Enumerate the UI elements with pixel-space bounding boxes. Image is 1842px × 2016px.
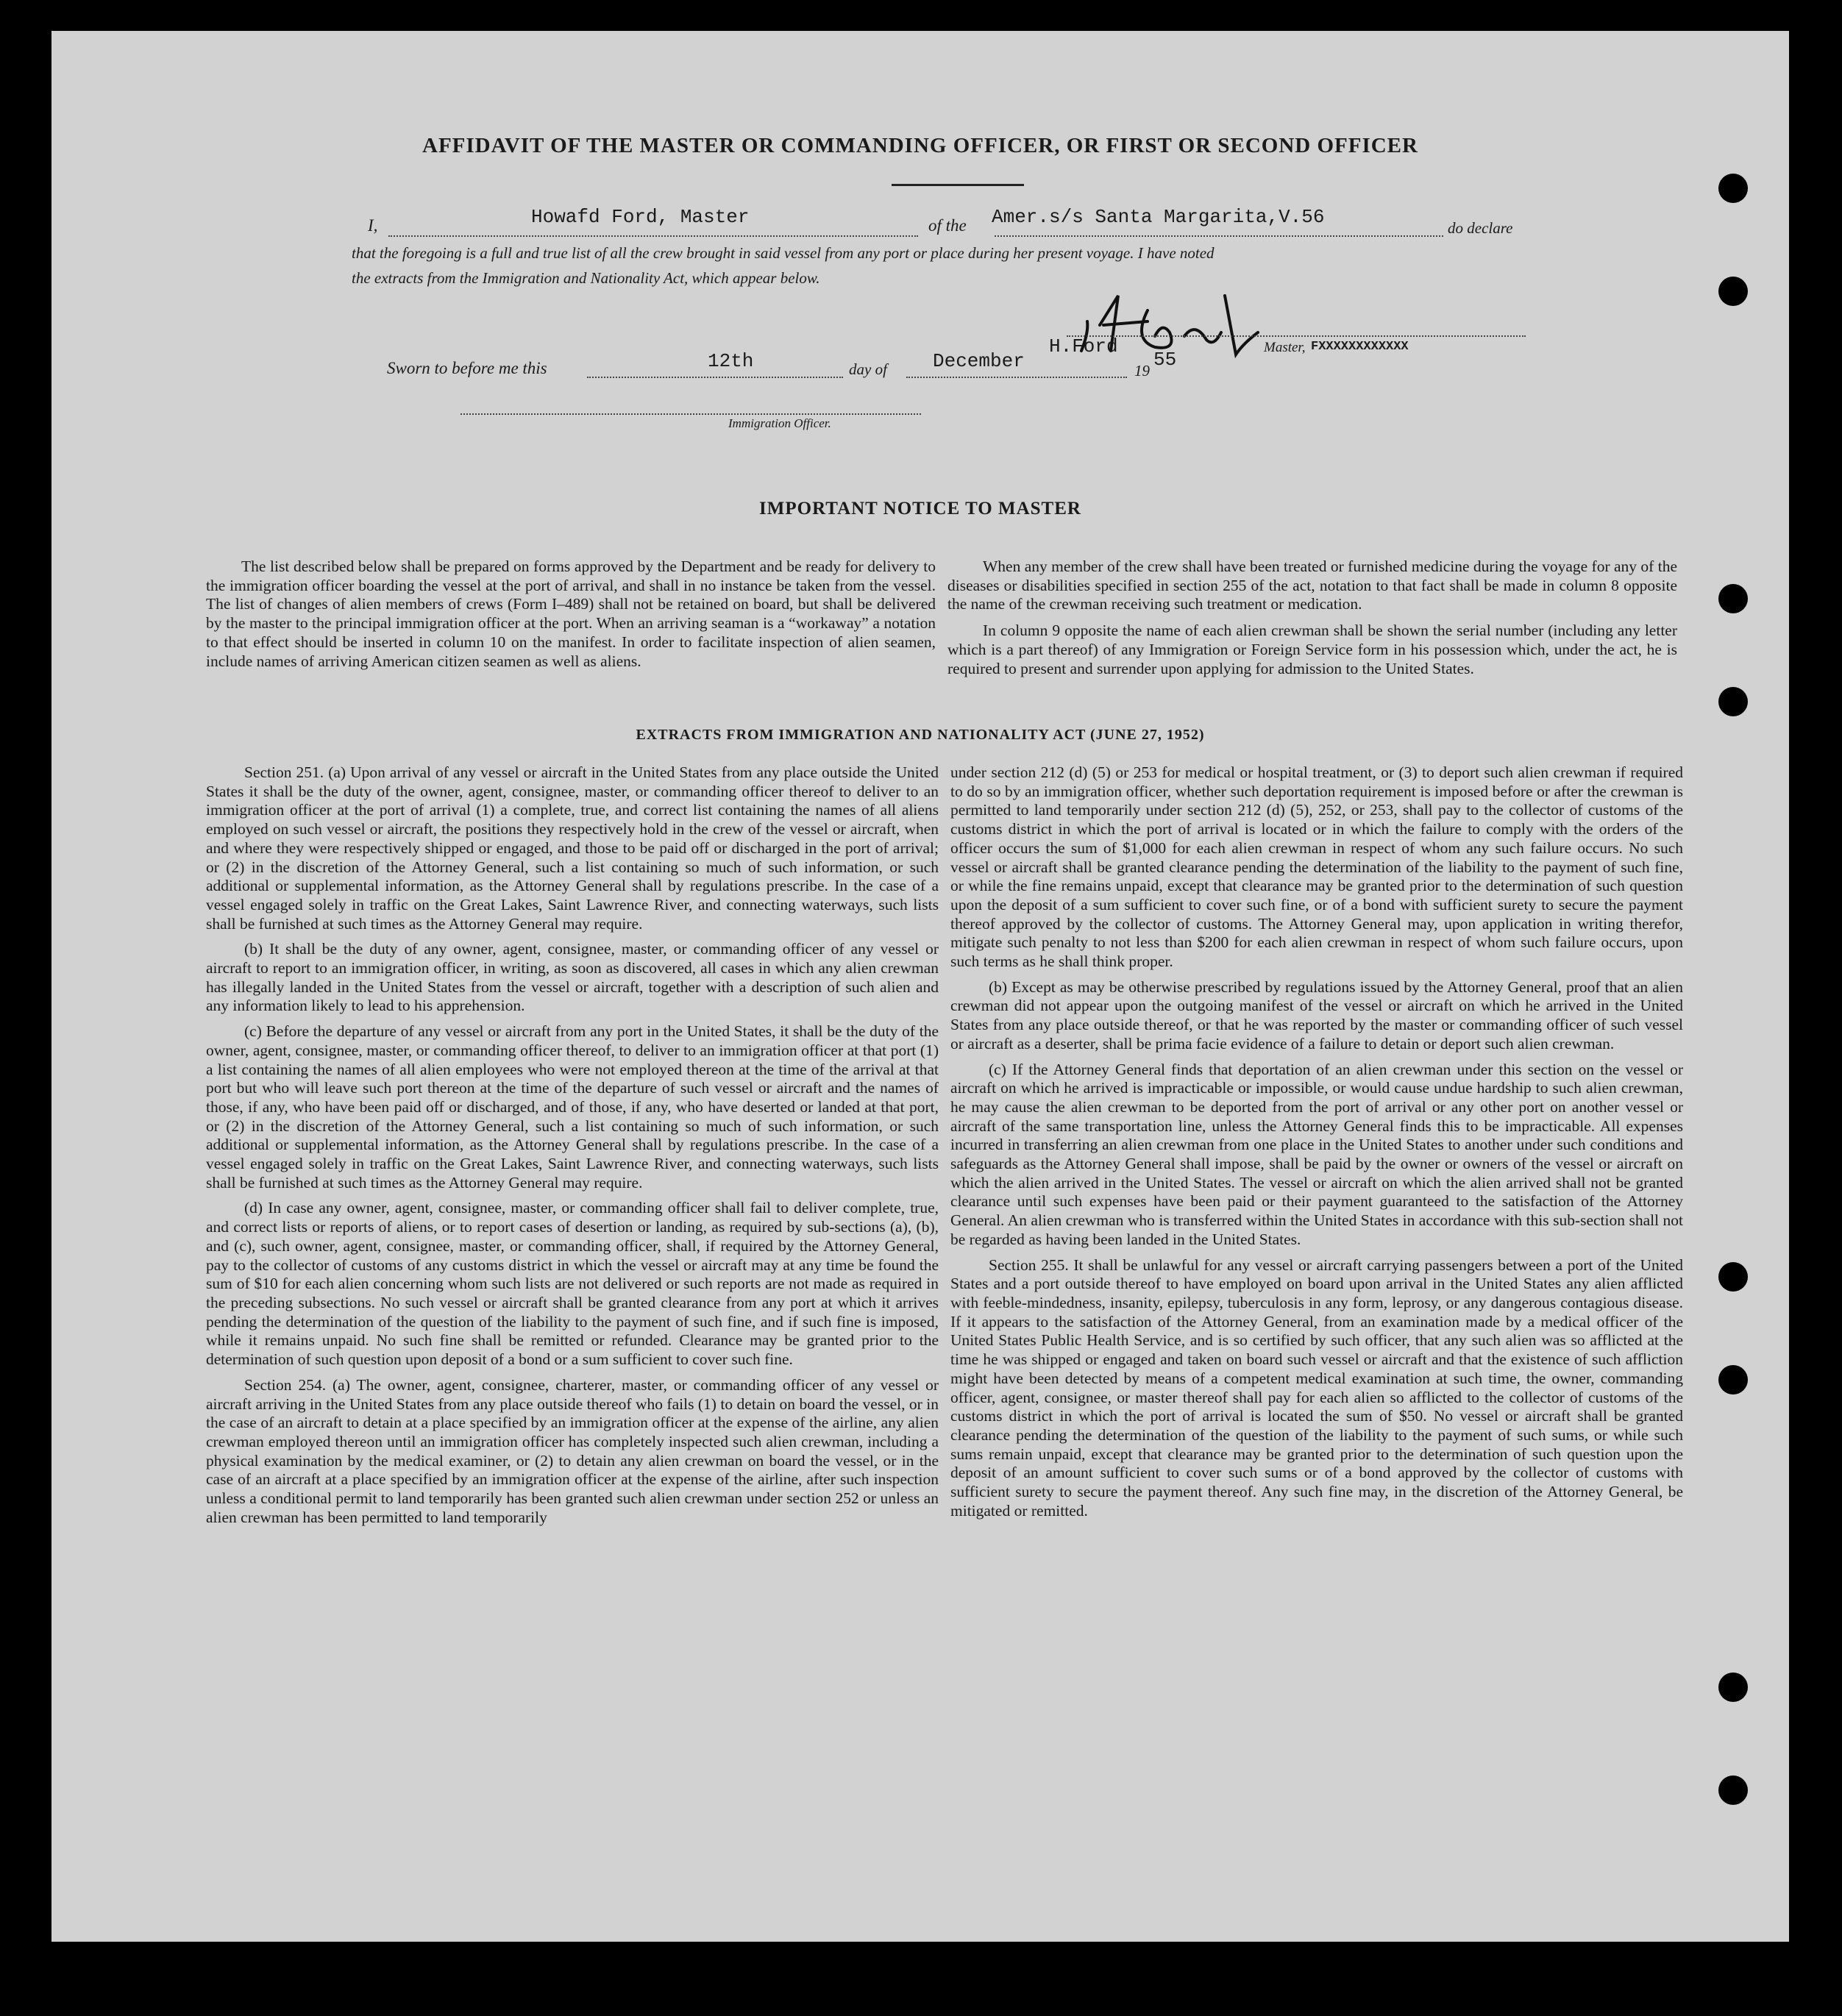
i-label: I, [368,216,378,235]
typed-signature: H.Ford [1049,335,1118,357]
punch-hole [1718,277,1748,306]
vessel-name: Amer.s/s Santa Margarita,V.56 [992,206,1325,228]
sworn-year: 55 [1153,349,1177,371]
struck-title: FXXXXXXXXXXXX [1311,340,1409,354]
sworn-day: 12th [708,350,754,372]
sworn-label: Sworn to before me this [387,359,547,377]
notice-right-column [947,558,1677,685]
section-251-b: (b) It shall be the duty of any owner, agent, consignee, master, or commanding officer of any vessel or aircraft to report to an immigration officer, in writing, as soon as discovered, all cases in which any alien crewman has illegally landed in the United States from the vessel or aircraft, together with a description of such alien and any information likely to lead to his apprehension. [206,940,939,1015]
section-251-d: (d) In case any owner, agent, consignee, master, or commanding officer shall fail to deliver complete, true, and correct lists or reports of aliens, or to report cases of desertion or landing, as required by sub-sections (a), (b), and (c), such owner, agent, consignee, master, or commanding officer, shall, if required by the Attorney General, pay to the collector of customs of any customs district in which the vessel or aircraft may at any time be found the sum of $10 for each alien concerning whom such lists are not delivered or such reports are not made as required in the preceding subsections. No such vessel or aircraft shall be granted clearance from any port at which it arrives pending the determination of the question of the liability to the payment of such fine, and if such fine is imposed, while it remains unpaid. No such fine shall be remitted or refunded. Clearance may be granted prior to the determination of such question upon deposit of a bond or a sum sufficient to cover such fine. [206,1199,939,1369]
officer-signature-line [460,413,921,415]
extracts-left-column [206,763,939,1534]
punch-hole [1718,1775,1748,1805]
master-label: Master, [1264,340,1306,355]
punch-hole [1718,1673,1748,1702]
declare-label: do declare [1448,219,1513,237]
vessel-line [995,235,1443,237]
year-prefix: 19 [1134,362,1150,380]
sworn-month: December [933,350,1025,372]
section-251-a: Section 251. (a) Upon arrival of any vessel or aircraft in the United States from any place outside the United States it shall be the duty of the owner, agent, consignee, master, or commanding officer thereof to deliver to an immigration officer at the port of arrival (1) a complete, true, and correct list containing the names of all aliens employed on such vessel or aircraft, the positions they respectively hold in the crew of the vessel or aircraft, when and where they were respectively shipped or engaged, and those to be paid off or discharged in the port of arrival; or (2) in the discretion of the Attorney General, such a list containing so much of such information, or such additional or supplemental information, as the Attorney General shall by regulations prescribe. In the case of a vessel engaged solely in traffic on the Great Lakes, Saint Lawrence River, and connecting waterways, such lists shall be furnished at such times as the Attorney General may require. [206,763,939,933]
section-254-c: (c) If the Attorney General finds that deportation of an alien crewman under this section on the vessel or aircraft on which he arrived is impracticable or impossible, or would cause undue hardship to such alien crewman, he may cause the alien crewman to be deported from the port of arrival or any other port on another vessel or aircraft of the same transportation line, unless the Attorney General finds this to be impracticable. All expenses incurred in transferring an alien crewman from one place in the United States to another under such conditions and safeguards as the Attorney General shall impose, shall be paid by the owner or owners of the vessel or aircraft on which the alien arrived in the United States. The vessel or aircraft on which the alien arrived shall not be granted clearance until such expenses have been paid or their payment guaranteed to the satisfaction of the Attorney General. An alien crewman who is transferred within the United States in accordance with this sub-section shall not be regarded as having been landed in the United States. [950,1060,1683,1248]
affidavit-title: AFFIDAVIT OF THE MASTER OR COMMANDING OFFICER, OR FIRST OR SECOND OFFICER [422,134,1418,157]
of-the-label: of the [928,216,967,235]
name-line [388,235,918,237]
notice-right-paragraph-2: In column 9 opposite the name of each alien crewman shall be shown the serial number (including any letter which is a part thereof) of any Immigration or Foreign Service form in his possession which, under the act, he is required to present and surrender upon applying for admission to the United States. [947,621,1677,677]
declaration-line-1: that the foregoing is a full and true list of all the crew brought in said vessel from any port or place during her present voyage. I have noted [352,244,1215,262]
month-line [906,377,1127,378]
day-line [587,377,843,378]
document-page [51,31,1789,1942]
notice-left-paragraph: The list described below shall be prepared on forms approved by the Department and be ready for delivery to the immigration officer boarding the vessel at the port of arrival, and shall in no instance be taken from the vessel. The list of changes of alien members of crews (Form I–489) shall not be retained on board, but shall be delivered by the master to the principal immigration officer at the port. When an arriving seaman is a “workaway” a notation to that effect should be inserted in column 10 on the manifest. In order to facilitate inspection of alien seamen, include names of arriving American citizen seamen as well as aliens. [206,558,936,670]
punch-hole [1718,174,1748,203]
punch-hole [1718,1262,1748,1292]
section-254-b: (b) Except as may be otherwise prescribed by regulations issued by the Attorney General, proof that an alien crewman did not appear upon the outgoing manifest of the vessel or aircraft on which he arrived in the United States from any place outside thereof, or that he was reported by the master or commanding officer of such vessel or aircraft as a deserter, shall be prima facie evidence of a failure to detain or deport such alien crewman. [950,977,1683,1052]
section-251-c: (c) Before the departure of any vessel or aircraft from any port in the United States, it shall be the duty of the owner, agent, consignee, master, or commanding officer thereof, to deliver to an immigration officer at that port (1) a list containing the names of all alien employees who were not employed thereon at the time of the arrival at that port but who will leave such port thereon at the time of the departure of such vessel or aircraft and the names of those, if any, who have been paid off or discharged, and of those, if any, who have deserted or landed at that port, or (2) in the discretion of the Attorney General, such a list containing so much of such information, or such additional or supplemental information, as the Attorney General shall by regulations prescribe. In the case of a vessel engaged solely in traffic on the Great Lakes, Saint Lawrence River, and connecting waterways, such lists shall be furnished at such times as the Attorney General may require. [206,1022,939,1192]
extracts-right-column [950,763,1683,1527]
declaration-line-2: the extracts from the Immigration and Nationality Act, which appear below. [352,269,820,287]
punch-hole [1718,687,1748,716]
punch-hole [1718,1365,1748,1395]
notice-right-paragraph-1: When any member of the crew shall have been treated or furnished medicine during the voyage for any of the diseases or disabilities specified in section 255 of the act, notation to that fact shall be made in column 8 opposite the name of the crewman receiving such treatment or medication. [947,558,1677,613]
day-of-label: day of [849,360,887,378]
section-254-a: Section 254. (a) The owner, agent, consignee, charterer, master, or commanding officer of any vessel or aircraft arriving in the United States from any place outside thereof who fails (1) to detain on board the vessel, or in the case of an aircraft to detain at a place specified by an immigration officer at the expense of the airline, any alien crewman employed thereon until an immigration officer has completely inspected such alien crewman, including a physical examination by the medical examiner, or (2) to detain any alien crewman on board the vessel, or in the case of an aircraft at a place specified by an immigration officer at the expense of the airline, after such inspection unless a conditional permit to land temporarily has been granted such alien crewman under section 252 or unless an alien crewman has been permitted to land temporarily [206,1375,939,1526]
punch-hole [1718,584,1748,613]
master-name: Howafd Ford, Master [531,206,750,228]
immigration-officer-label: Immigration Officer. [728,416,831,430]
section-254-a-continued: under section 212 (d) (5) or 253 for medical or hospital treatment, or (3) to deport such alien crewman if required to do so by an immigration officer, whether such deportation requirement is imposed before or after the crewman is permitted to land temporarily under section 212 (d) (5), 252, or 253, shall pay to the collector of customs of the customs district in which the port of arrival is located or in which the failure to comply with the orders of the officer occurs the sum of $1,000 for each alien crewman in respect of whom any such failure occurs. No such vessel or aircraft shall be granted clearance pending the determination of the liability to the payment of such fine, or while the fine remains unpaid, except that clearance may be granted prior to the determination of such question upon the deposit of a sum sufficient to cover such fine, or of a bond with sufficient surety to secure the payment thereof approved by the collector of customs. The Attorney General may, upon application in writing therefor, mitigate such penalty to not less than $200 for each alien crewman in respect of whom such failure occurs, upon such terms as he shall think proper. [950,763,1683,971]
notice-left-column [206,558,936,678]
notice-title: IMPORTANT NOTICE TO MASTER [759,499,1081,519]
section-255: Section 255. It shall be unlawful for any vessel or aircraft carrying passengers between a port of the United States and a port outside thereof to have employed on board upon arrival in the United States any alien afflicted with feeble-mindedness, insanity, epilepsy, tuberculosis in any form, leprosy, or any dangerous contagious disease. If it appears to the satisfaction of the Attorney General, from an examination made by a medical officer of the United States Public Health Service, and is so certified by such officer, that any such alien was so afflicted at the time he was shipped or engaged and taken on board such vessel or aircraft and that the existence of such affliction might have been detected by means of a competent medical examination at such time, the owner, commanding officer, agent, consignee, or master thereof shall pay for each alien so afflicted to the collector of customs of the customs district in which the port of arrival is located the sum of $50. No vessel or aircraft shall be granted clearance pending the determination of the question of the liability to the payment of such sums, or while such sums remain unpaid, except that clearance may be granted prior to the determination of such question upon the deposit of an amount sufficient to cover such sums or of a bond approved by the collector of customs with sufficient surety to secure the payment thereof. Any such fine may, in the discretion of the Attorney General, be mitigated or remitted. [950,1255,1683,1520]
title-rule [892,184,1024,186]
extracts-title: EXTRACTS FROM IMMIGRATION AND NATIONALITY ACT (JUNE 27, 1952) [636,727,1205,743]
signature-line [1067,335,1526,337]
